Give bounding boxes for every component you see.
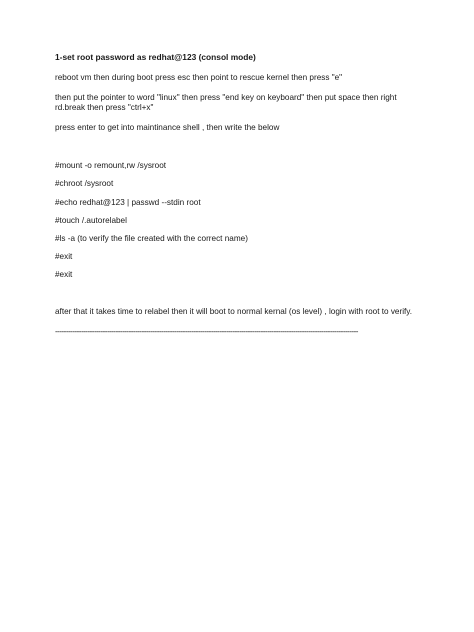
command-exit-1: #exit bbox=[55, 251, 73, 261]
command-chroot: #chroot /sysroot bbox=[55, 179, 114, 189]
command-ls: #ls -a (to verify the file created with the correct name) bbox=[55, 233, 248, 243]
closing-paragraph: after that it takes time to relabel then it will boot to normal kernal (os level) , login with root to verify. bbox=[55, 307, 413, 317]
command-mount: #mount -o remount,rw /sysroot bbox=[55, 161, 167, 171]
command-exit-2: #exit bbox=[55, 269, 73, 279]
spacer bbox=[55, 288, 425, 307]
command-passwd: #echo redhat@123 | passwd --stdin root bbox=[55, 197, 201, 207]
command-touch: #touch /.autorelabel bbox=[55, 215, 127, 225]
separator-line: -------------------------------------------------------------------------------------------------------------------------------------------- bbox=[55, 326, 358, 336]
spacer bbox=[55, 142, 425, 161]
paragraph-rd-break: then put the pointer to word "linux" then press "end key on keyboard" then put space then right rd.break then press "ctrl+x" bbox=[55, 92, 397, 113]
document-body bbox=[55, 52, 425, 337]
paragraph-maintenance-shell: press enter to get into maintinance shell , then write the below bbox=[55, 122, 280, 132]
document-heading: 1-set root password as redhat@123 (consol mode) bbox=[55, 52, 256, 62]
paragraph-reboot: reboot vm then during boot press esc then point to rescue kernel then press "e" bbox=[55, 73, 343, 82]
